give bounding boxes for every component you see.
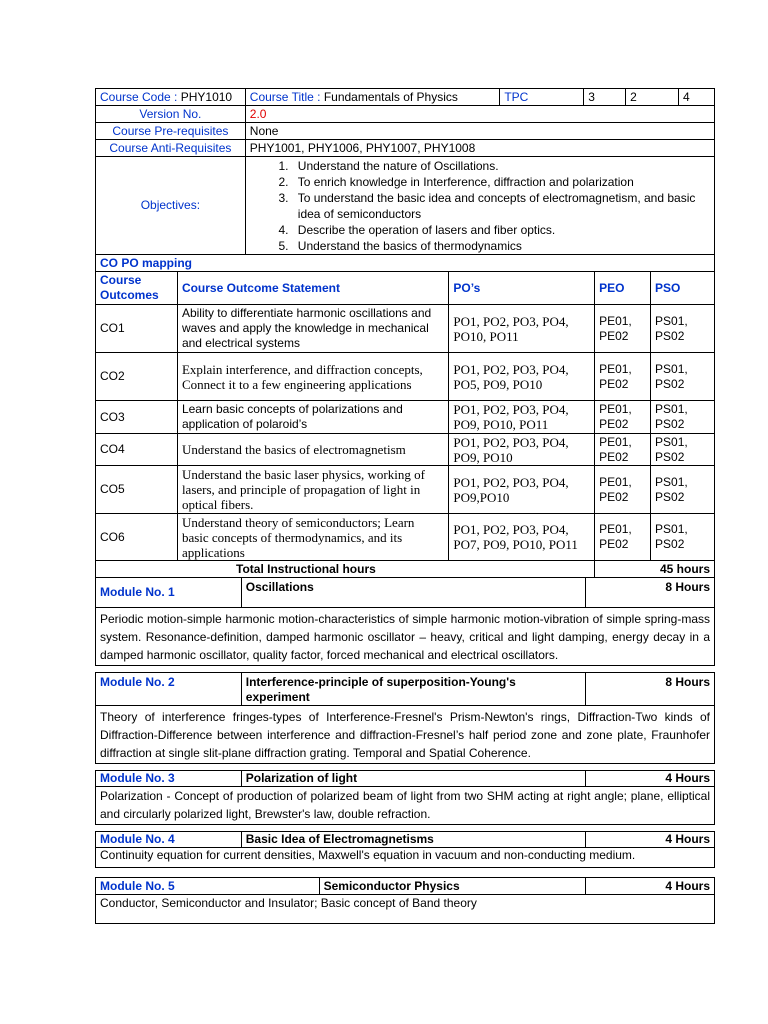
- co-pso: PS01, PS02: [651, 305, 715, 353]
- co-pos: PO1, PO2, PO3, PO4, PO9, PO10, PO11: [449, 401, 595, 434]
- course-code: PHY1010: [180, 89, 233, 104]
- co-id: CO2: [96, 353, 178, 401]
- version-row: [96, 106, 715, 123]
- co-pso: PS01, PS02: [651, 466, 715, 514]
- co-id: CO4: [96, 434, 178, 466]
- antireq-row: [96, 140, 715, 157]
- col-course-outcomes: Course Outcomes: [96, 272, 178, 305]
- module-label: Module No. 4: [96, 832, 242, 848]
- co-pso: PS01, PS02: [651, 401, 715, 434]
- co-pos: PO1, PO2, PO3, PO4, PO9, PO10: [449, 434, 595, 466]
- table-row: [96, 514, 715, 561]
- module-2-header: [96, 673, 715, 706]
- co-peo: PE01, PE02: [595, 305, 651, 353]
- co-peo: PE01, PE02: [595, 514, 651, 561]
- module-spacer: [96, 868, 715, 875]
- module-4-content: [96, 848, 715, 868]
- module-content: Polarization - Concept of production of polarized beam of light from two SHM acting at right angle; plane, elliptical and circularly polarized light, Brewster's law, double refraction.: [96, 787, 715, 825]
- module-content: Periodic motion-simple harmonic motion-characteristics of simple harmonic motion-vibration of simple spring-mass system. Resonance-definition, damped harmonic oscillator – heavy, critical and light damping, energy decay in a damped harmonic oscillator, quality factor, forced mechanical and electrical oscillators.: [96, 608, 715, 666]
- co-pso: PS01, PS02: [651, 514, 715, 561]
- module-3-header: [96, 771, 715, 787]
- module-label: Module No. 3: [96, 771, 242, 787]
- col-outcome-statement: Course Outcome Statement: [177, 272, 448, 305]
- table-row: [96, 466, 715, 514]
- module-hours: 8 Hours: [586, 578, 715, 608]
- modules-table: [95, 577, 715, 874]
- table-row: [96, 401, 715, 434]
- version-value: 2.0: [245, 106, 714, 123]
- course-title-label: Course Title :: [249, 89, 324, 104]
- module-5-content: [96, 895, 715, 924]
- course-code-row: [96, 89, 715, 106]
- tpc-value-p: 4: [679, 89, 715, 106]
- course-title-cell: [245, 89, 500, 106]
- module-hours: 4 Hours: [586, 832, 715, 848]
- total-hours-row: [96, 561, 715, 578]
- module-spacer: [96, 764, 715, 771]
- total-hours-value: 45 hours: [595, 561, 715, 578]
- module-1-content: [96, 608, 715, 666]
- objective-item: 3. To understand the basic idea and concepts of electromagnetism, and basic idea of semiconductors: [292, 190, 710, 222]
- co-statement: Ability to differentiate harmonic oscillations and waves and apply the knowledge in mechanical and electrical systems: [177, 305, 448, 353]
- co-peo: PE01, PE02: [595, 466, 651, 514]
- module-label: Module No. 2: [96, 673, 242, 706]
- module-title: Semiconductor Physics: [319, 878, 586, 895]
- col-pso: PSO: [651, 272, 715, 305]
- objective-item: 4. Describe the operation of lasers and fiber optics.: [292, 222, 710, 238]
- objectives-label: Objectives:: [96, 157, 246, 255]
- co-pso: PS01, PS02: [651, 353, 715, 401]
- tpc-value-t: 2: [626, 89, 679, 106]
- module-label: Module No. 1: [96, 578, 242, 608]
- module-hours: 4 Hours: [586, 771, 715, 787]
- table-row: [96, 434, 715, 466]
- table-row: [96, 305, 715, 353]
- prereq-label: Course Pre-requisites: [96, 123, 246, 140]
- module-1-header: [96, 578, 715, 608]
- module-spacer: [96, 666, 715, 673]
- objective-item: 2. To enrich knowledge in Interference, diffraction and polarization: [292, 174, 710, 190]
- copo-title: CO PO mapping: [96, 255, 715, 272]
- module-4-header: [96, 832, 715, 848]
- objective-item: 5. Understand the basics of thermodynamics: [292, 238, 710, 254]
- co-id: CO5: [96, 466, 178, 514]
- module-label: Module No. 5: [96, 878, 320, 895]
- co-statement: Understand theory of semiconductors; Learn basic concepts of thermodynamics, and its applications: [177, 514, 448, 561]
- module-spacer: [96, 825, 715, 832]
- co-id: CO1: [96, 305, 178, 353]
- co-pso: PS01, PS02: [651, 434, 715, 466]
- module-5-header: [96, 878, 715, 895]
- co-pos: PO1, PO2, PO3, PO4, PO7, PO9, PO10, PO11: [449, 514, 595, 561]
- module-content: Conductor, Semiconductor and Insulator; Basic concept of Band theory: [96, 895, 715, 924]
- co-pos: PO1, PO2, PO3, PO4, PO9,PO10: [449, 466, 595, 514]
- objectives-cell: [245, 157, 714, 255]
- copo-title-row: [96, 255, 715, 272]
- tpc-value-l: 3: [584, 89, 626, 106]
- co-statement: Understand the basic laser physics, working of lasers, and principle of propagation of light in optical fibers.: [177, 466, 448, 514]
- total-hours-label: Total Instructional hours: [96, 561, 595, 578]
- objectives-list: [250, 158, 710, 254]
- objectives-row: [96, 157, 715, 255]
- co-peo: PE01, PE02: [595, 401, 651, 434]
- prereq-value: None: [245, 123, 714, 140]
- module-title: Interference-principle of superposition-Young's experiment: [241, 673, 585, 706]
- co-statement: Explain interference, and diffraction concepts, Connect it to a few engineering applications: [177, 353, 448, 401]
- module-3-content: [96, 787, 715, 825]
- module-title: Basic Idea of Electromagnetisms: [241, 832, 585, 848]
- course-code-label: Course Code :: [100, 89, 181, 104]
- module-title: Polarization of light: [241, 771, 585, 787]
- objective-item: 1. Understand the nature of Oscillations.: [292, 158, 710, 174]
- copo-header-row: [96, 272, 715, 305]
- co-id: CO6: [96, 514, 178, 561]
- module-hours: 4 Hours: [586, 878, 715, 895]
- co-statement: Understand the basics of electromagnetism: [177, 434, 448, 466]
- tpc-label: TPC: [500, 89, 584, 106]
- table-row: [96, 353, 715, 401]
- co-peo: PE01, PE02: [595, 353, 651, 401]
- version-label: Version No.: [96, 106, 246, 123]
- antireq-label: Course Anti-Requisites: [96, 140, 246, 157]
- co-pos: PO1, PO2, PO3, PO4, PO10, PO11: [449, 305, 595, 353]
- co-pos: PO1, PO2, PO3, PO4, PO5, PO9, PO10: [449, 353, 595, 401]
- co-peo: PE01, PE02: [595, 434, 651, 466]
- module-content: Theory of interference fringes-types of Interference-Fresnel's Prism-Newton's rings, Diffraction-Two kinds of Diffraction-Difference between interference and diffraction-Fresnel’s half period zone and zone plate, Fraunhofer diffraction at single slit-plane diffraction grating. Temporal and Spatial Coherence.: [96, 706, 715, 764]
- col-pos: PO’s: [449, 272, 595, 305]
- co-po-table: [95, 254, 715, 578]
- co-id: CO3: [96, 401, 178, 434]
- prereq-row: [96, 123, 715, 140]
- antireq-value: PHY1001, PHY1006, PHY1007, PHY1008: [245, 140, 714, 157]
- course-header-table: [95, 88, 715, 255]
- module-2-content: [96, 706, 715, 764]
- course-code-cell: [96, 89, 246, 106]
- co-statement: Learn basic concepts of polarizations and application of polaroid’s: [177, 401, 448, 434]
- module-title: Oscillations: [241, 578, 585, 608]
- module-hours: 8 Hours: [586, 673, 715, 706]
- module-5-table: [95, 877, 715, 924]
- col-peo: PEO: [595, 272, 651, 305]
- course-title: Fundamentals of Physics: [323, 89, 458, 104]
- module-content: Continuity equation for current densities, Maxwell's equation in vacuum and non-conducting medium.: [96, 848, 715, 868]
